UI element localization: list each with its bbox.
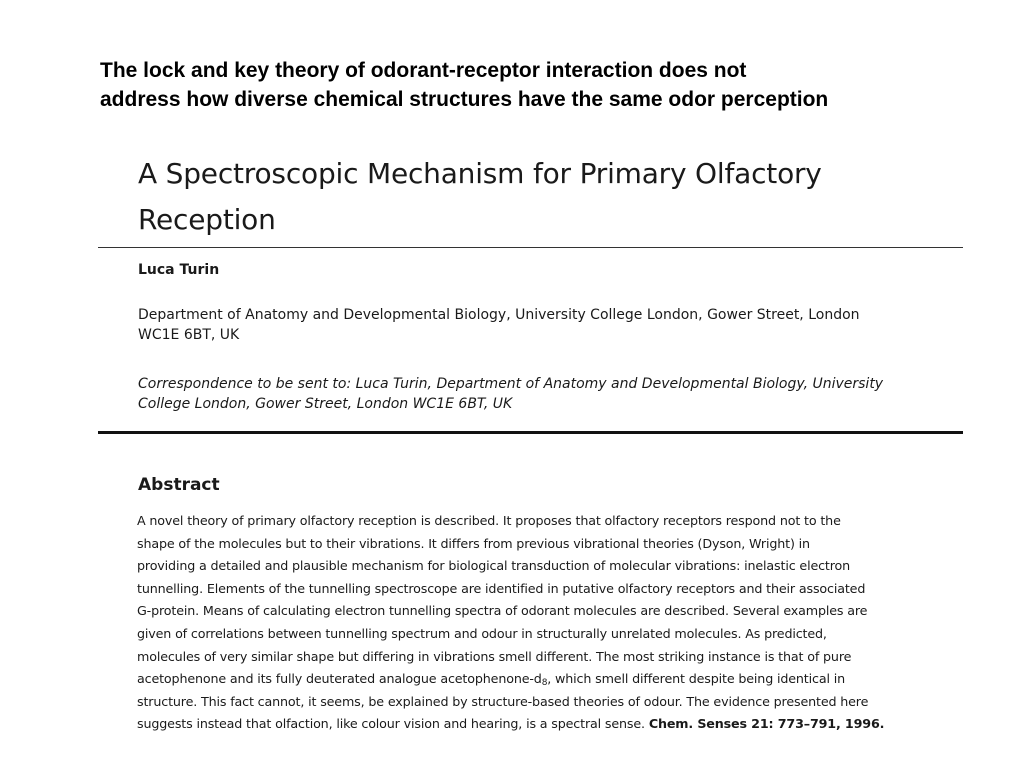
paper-title — [138, 151, 958, 243]
affiliation-line-2: WC1E 6BT, UK — [138, 327, 240, 343]
abstract-line-10-text: suggests instead that olfaction, like colour vision and hearing, is a spectral sense. — [137, 716, 649, 732]
slide-headline — [100, 56, 1010, 114]
author-affiliation — [138, 305, 958, 345]
abstract-line-8-start: acetophenone and its fully deuterated analogue acetophenone-d — [137, 671, 542, 687]
author-name: Luca Turin — [138, 262, 220, 278]
paper-title-line-1: A Spectroscopic Mechanism for Primary Olfactory — [138, 157, 822, 190]
abstract-heading: Abstract — [138, 475, 220, 495]
paper-title-line-2: Reception — [138, 203, 276, 236]
correspondence-line-1: Correspondence to be sent to: Luca Turin, Department of Anatomy and Developmental Biology, University — [138, 376, 884, 392]
abstract-line: molecules of very similar shape but differing in vibrations smell different. The most striking instance is that of pure — [137, 648, 852, 664]
correspondence-note — [138, 374, 958, 414]
slide-headline-line-2: address how diverse chemical structures have the same odor perception — [100, 88, 829, 111]
correspondence-line-2: College London, Gower Street, London WC1E 6BT, UK — [138, 396, 513, 412]
header-divider — [98, 431, 963, 434]
abstract-line: A novel theory of primary olfactory reception is described. It proposes that olfactory receptors respond not to the — [137, 513, 841, 528]
slide-headline-line-1: The lock and key theory of odorant-receptor interaction does not — [100, 59, 747, 82]
abstract-line — [137, 668, 957, 691]
abstract-line: given of correlations between tunnelling spectrum and odour in structurally unrelated molecules. As predicted, — [137, 625, 827, 641]
abstract-line: structure. This fact cannot, it seems, be explained by structure-based theories of odour. The evidence presented here — [137, 693, 869, 709]
abstract-line — [137, 713, 957, 736]
abstract-line: shape of the molecules but to their vibrations. It differs from previous vibrational theories (Dyson, Wright) in — [137, 535, 810, 551]
abstract-line: tunnelling. Elements of the tunnelling spectroscope are identified in putative olfactory receptors and their associated — [137, 580, 866, 596]
abstract-line-8-end: , which smell different despite being identical in — [547, 671, 845, 687]
deuterium-subscript: 8 — [541, 678, 548, 689]
title-divider — [98, 247, 963, 248]
abstract-body — [137, 510, 957, 736]
affiliation-line-1: Department of Anatomy and Developmental Biology, University College London, Gower Street, London — [138, 307, 860, 323]
journal-citation: Chem. Senses 21: 773–791, 1996. — [648, 716, 885, 732]
abstract-line: providing a detailed and plausible mechanism for biological transduction of molecular vibrations: inelastic electron — [137, 558, 851, 574]
abstract-line: G-protein. Means of calculating electron tunnelling spectra of odorant molecules are described. Several examples are — [137, 603, 868, 619]
